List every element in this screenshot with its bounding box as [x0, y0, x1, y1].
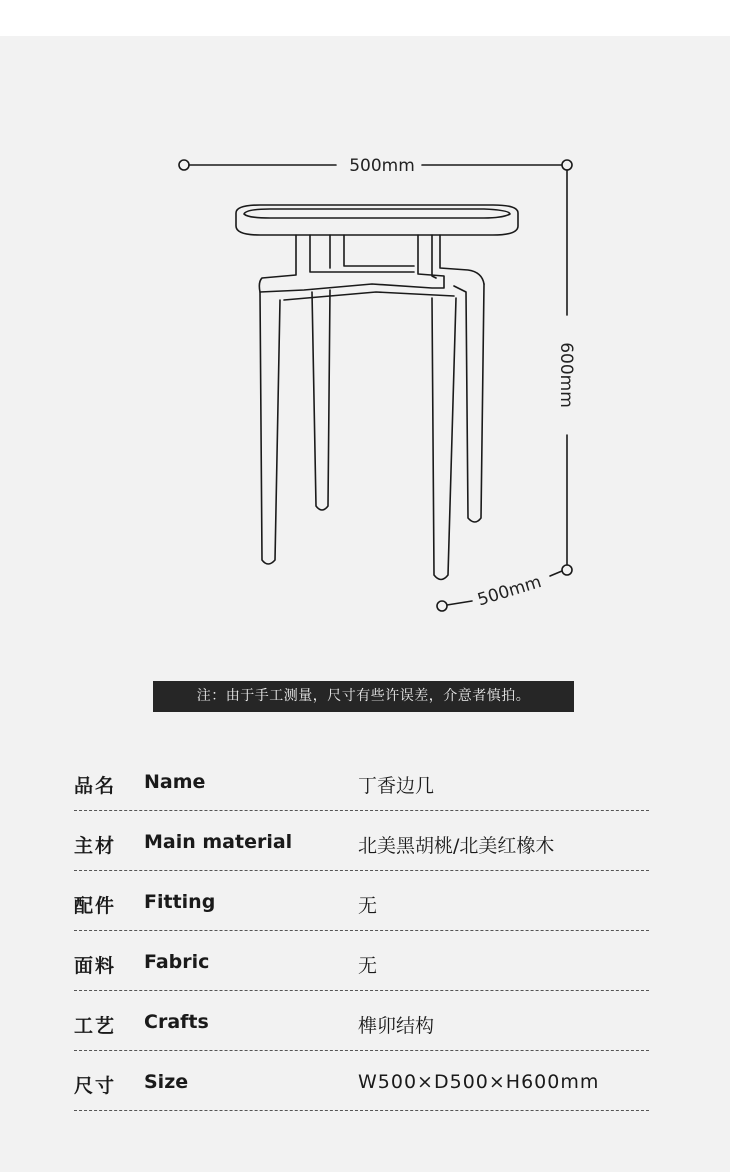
table-frame	[259, 235, 484, 300]
spec-label-en: Fitting	[144, 891, 216, 913]
spec-label-zh: 品名	[74, 775, 117, 797]
spec-value: 无	[358, 895, 378, 917]
spec-label-en: Name	[144, 771, 206, 793]
spec-label-en: Size	[144, 1071, 189, 1093]
spec-row-fitting	[74, 872, 649, 931]
spec-table	[74, 752, 649, 1112]
spec-label-zh: 主材	[74, 835, 117, 857]
spec-row-material	[74, 812, 649, 871]
spec-value: 北美黑胡桃/北美红橡木	[358, 835, 555, 857]
height-label: 600mm	[556, 342, 576, 408]
table-legs	[260, 284, 484, 580]
spec-value: W500×D500×H600mm	[358, 1071, 600, 1093]
spec-row-crafts	[74, 992, 649, 1051]
width-label: 500mm	[349, 156, 415, 176]
spec-label-zh: 工艺	[74, 1015, 117, 1037]
table-top	[236, 205, 518, 235]
spec-label-zh: 尺寸	[74, 1075, 117, 1097]
spec-label-zh: 面料	[74, 955, 117, 977]
spec-row-fabric	[74, 932, 649, 991]
spec-label-en: Fabric	[144, 951, 210, 973]
depth-label: 500mm	[475, 572, 544, 611]
spec-value: 无	[358, 955, 378, 977]
spec-label-zh: 配件	[74, 895, 117, 917]
measurement-note: 注：由于手工测量，尺寸有些许误差，介意者慎拍。	[153, 681, 574, 712]
spec-row-size	[74, 1052, 649, 1111]
spec-value: 丁香边几	[358, 775, 435, 797]
spec-row-name	[74, 752, 649, 811]
spec-label-en: Crafts	[144, 1011, 209, 1033]
spec-value: 榫卯结构	[358, 1015, 435, 1037]
spec-label-en: Main material	[144, 831, 293, 853]
